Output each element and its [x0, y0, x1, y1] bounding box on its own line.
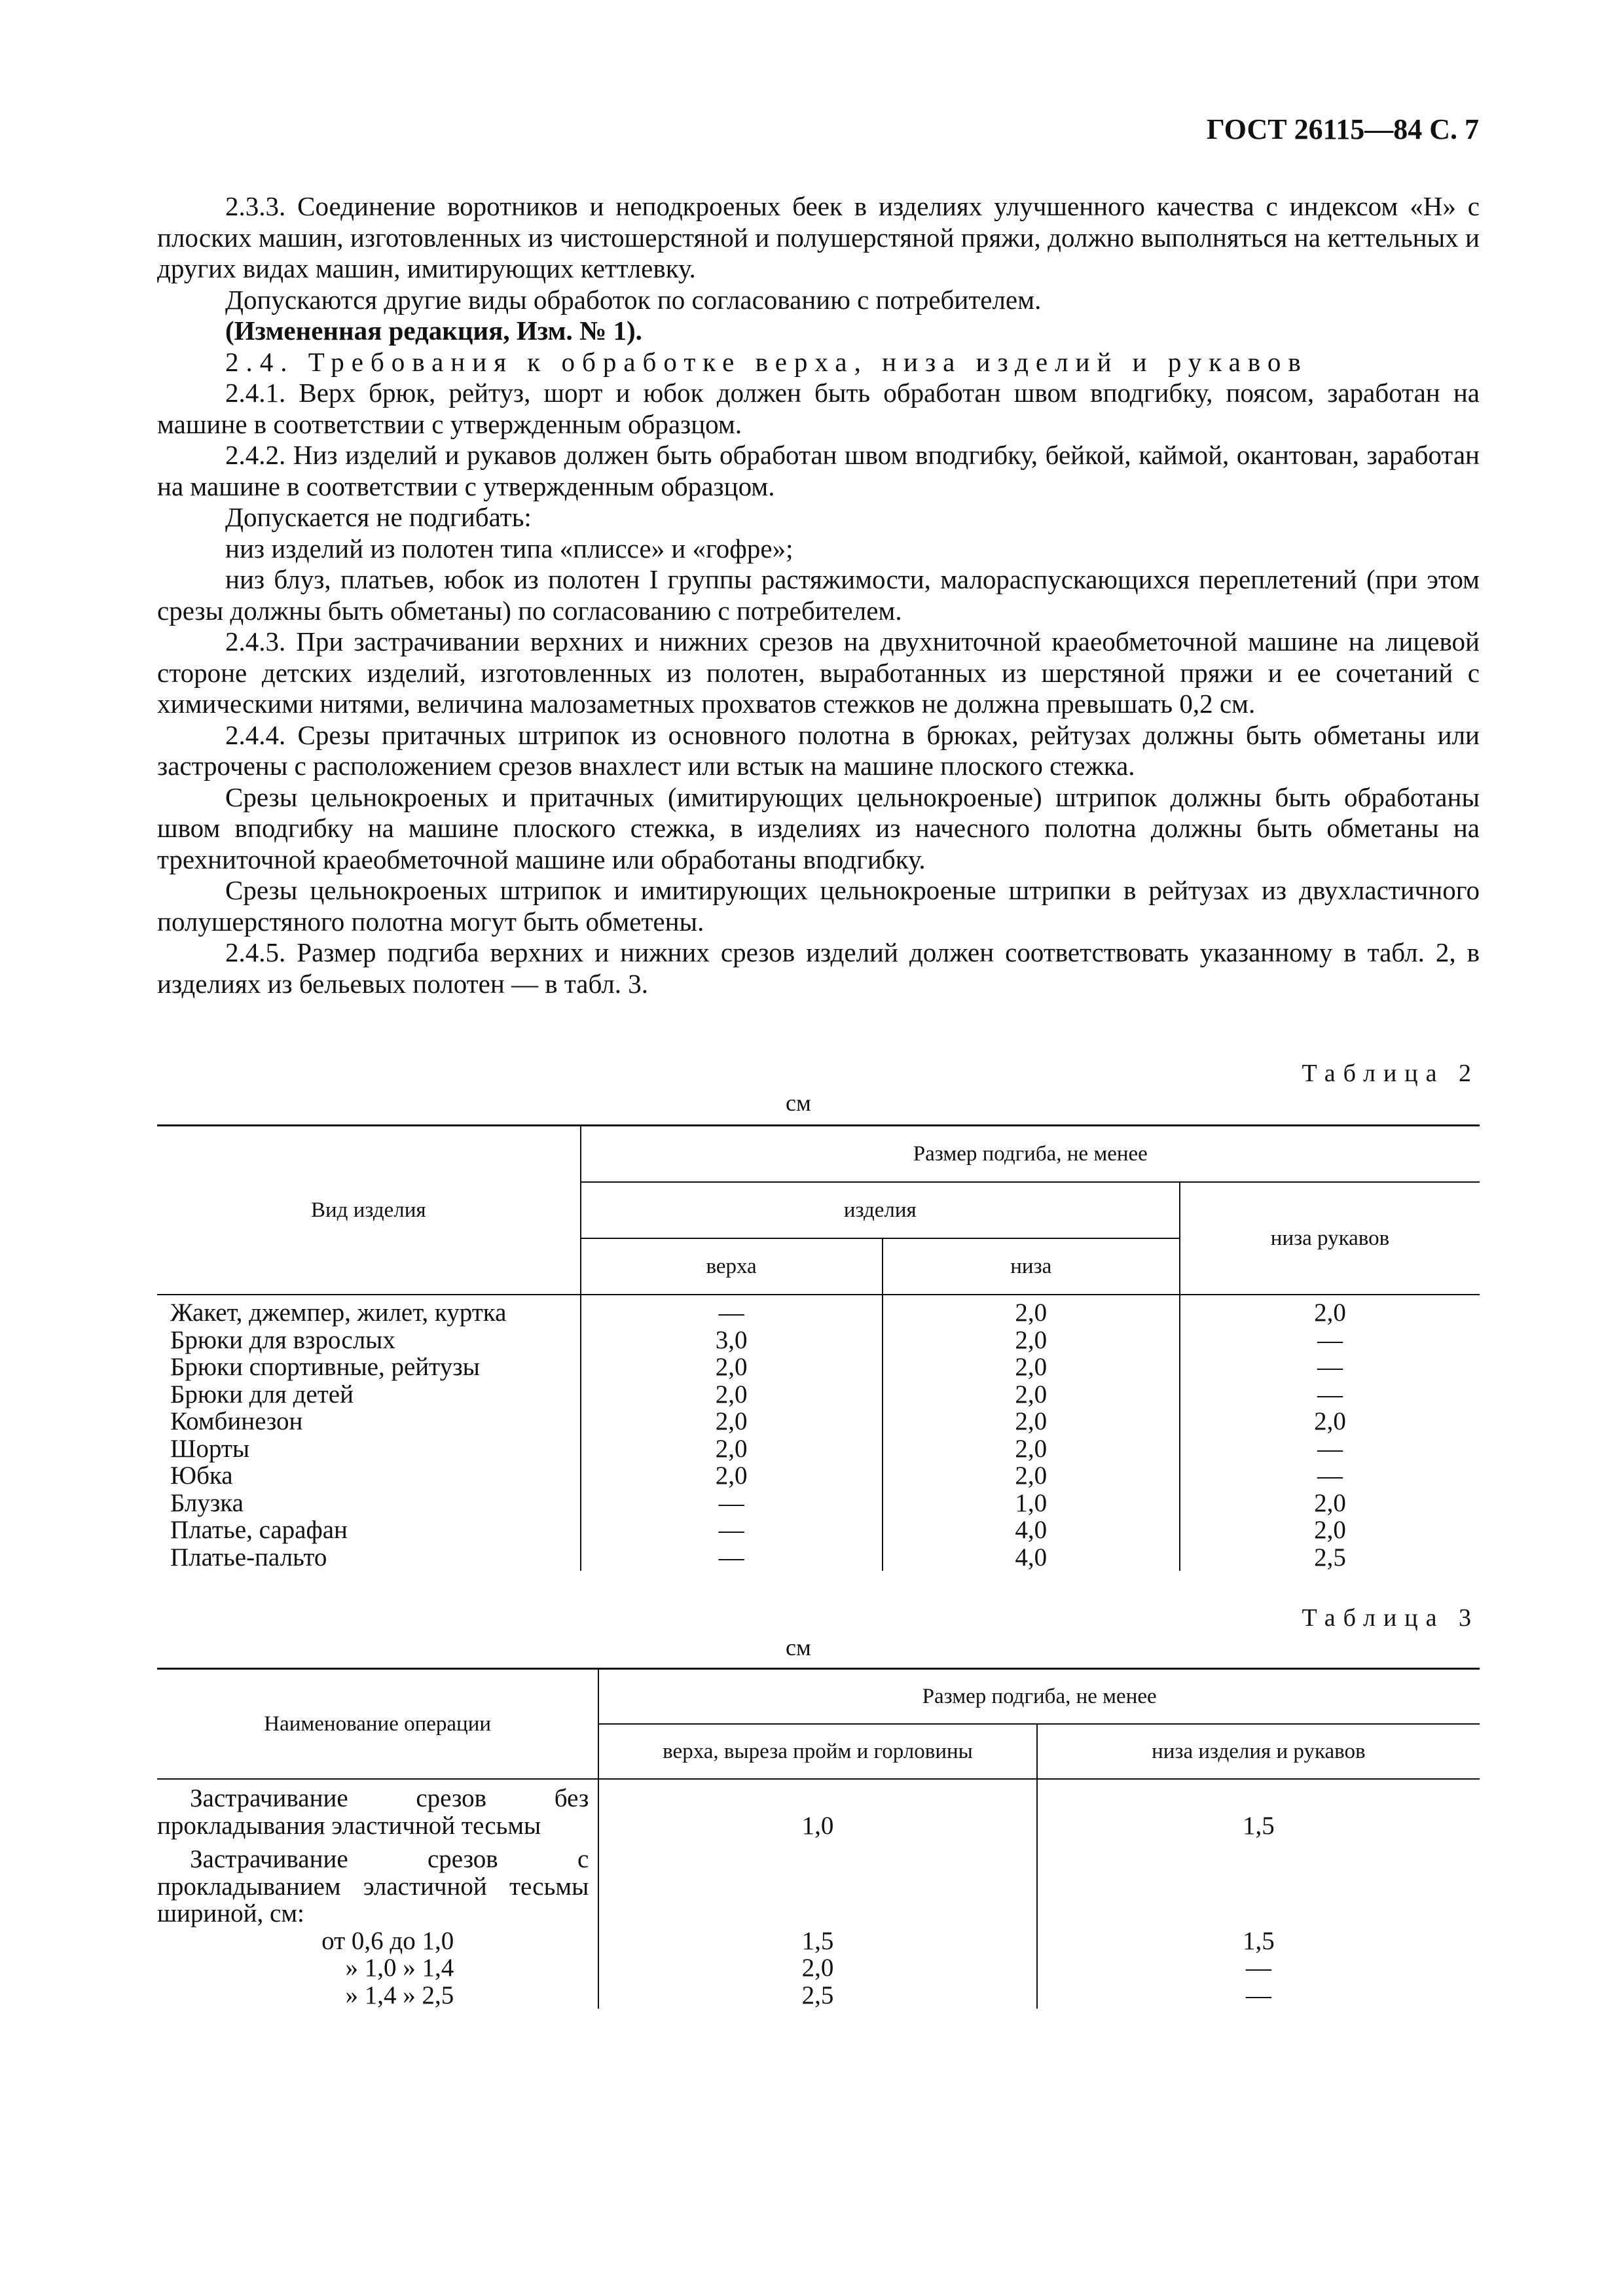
cell: 3,0 — [581, 1327, 883, 1354]
table-row — [157, 1982, 1480, 2009]
cell: » 1,4 » 2,5 — [345, 1981, 454, 2009]
paragraph: низ блуз, платьев, юбок из полотен I группы растяжимости, малораспускающихся переплетений (при этом срезы должны быть обметаны) по согласованию с потребителем. — [157, 564, 1480, 626]
cell: Юбка — [170, 1462, 233, 1490]
cell: — — [1180, 1462, 1480, 1490]
cell: Платье, сарафан — [170, 1516, 348, 1544]
cell: 2,0 — [581, 1435, 883, 1463]
cell: Жакет, джемпер, жилет, куртка — [170, 1299, 507, 1327]
cell: — — [581, 1295, 883, 1327]
column-header-sleeves: низа рукавов — [1180, 1182, 1480, 1295]
cell: от 0,6 до 1,0 — [321, 1926, 454, 1955]
cell: — — [1180, 1435, 1480, 1463]
paragraph: 2.4.3. При застрачивании верхних и нижних срезов на двухниточной краеобметочной машине на лицевой стороне детских изделий, изготовленных из полотен, выработанных из шерстяной пряжи и ее сочетаний с химическими нитями, величина малозаметных прохватов стежков не должна превышать 0,2 см. — [157, 626, 1480, 719]
table-row — [157, 1490, 1480, 1517]
cell: 2,5 — [598, 1982, 1036, 2009]
column-header-operation: Наименование операции — [157, 1669, 598, 1780]
cell: 1,5 — [598, 1928, 1036, 1955]
cell: 2,0 — [598, 1954, 1036, 1982]
cell: 2,0 — [883, 1381, 1180, 1408]
cell: » 1,0 » 1,4 — [345, 1954, 454, 1982]
paragraph: Срезы цельнокроеных и притачных (имитирующих цельнокроеные) штрипок должны быть обработаны швом вподгибку на машине плоского стежка, в изделиях из начесного полотна должны быть обметаны на трехниточной краеобметочной машине или обработаны вподгибку. — [157, 781, 1480, 874]
cell: 2,0 — [883, 1462, 1180, 1490]
table-row — [157, 1408, 1480, 1435]
cell: 4,0 — [883, 1544, 1180, 1571]
paragraph: 2.4.5. Размер подгиба верхних и нижних срезов изделий должен соответствовать указанному в табл. 2, в изделиях из бельевых полотен — в табл. 3. — [157, 937, 1480, 999]
cell: 4,0 — [883, 1516, 1180, 1544]
cell: 2,0 — [1180, 1490, 1480, 1517]
table-2 — [157, 1124, 1480, 1571]
section-heading: 2.4. Требования к обработке верха, низа изделий и рукавов — [225, 346, 1308, 377]
cell: 1,5 — [1037, 1779, 1480, 1839]
cell: 2,0 — [581, 1408, 883, 1435]
cell: 2,0 — [883, 1295, 1180, 1327]
cell: 2,0 — [581, 1354, 883, 1381]
cell: Шорты — [170, 1434, 250, 1463]
body-text — [157, 191, 1480, 999]
cell: — — [581, 1544, 883, 1571]
cell: 1,0 — [598, 1779, 1036, 1839]
table-3 — [157, 1668, 1480, 2009]
paragraph: 2.4.2. Низ изделий и рукавов должен быть обработан швом вподгибку, бейкой, каймой, окантован, заработан на машине в соответствии с утвержденным образцом. — [157, 440, 1480, 501]
paragraph: низ изделий из полотен типа «плиссе» и «гофре»; — [225, 533, 793, 564]
paragraph: 2.3.3. Соединение воротников и неподкроеных беек в изделиях улучшенного качества с индексом «Н» с плоских машин, изготовленных из чистошерстяной и полушерстяной пряжи, должно выполняться на кеттельных и других видах машин, имитирующих кеттлевку. — [157, 191, 1480, 283]
amendment-note: (Измененная редакция, Изм. № 1). — [225, 315, 642, 346]
cell: 2,0 — [883, 1327, 1180, 1354]
table-row — [157, 1928, 1480, 1955]
cell: Застрачивание срезов с прокладыванием эластичной тесьмы шириной, см: — [157, 1845, 589, 1928]
table-row — [157, 1462, 1480, 1490]
cell: 2,0 — [1180, 1295, 1480, 1327]
cell: Блузка — [170, 1488, 244, 1517]
column-header-top: верха — [581, 1238, 883, 1295]
cell: — — [581, 1516, 883, 1544]
table-3-caption: Таблица 3 — [1302, 1604, 1479, 1632]
column-header-top-armholes-neck: верха, выреза пройм и горловины — [598, 1724, 1036, 1779]
column-header-item-type: Вид изделия — [157, 1126, 581, 1295]
cell: 2,0 — [1180, 1516, 1480, 1544]
cell: 2,0 — [883, 1408, 1180, 1435]
cell: Платье-пальто — [170, 1543, 327, 1571]
cell: 2,0 — [883, 1354, 1180, 1381]
cell: Комбинезон — [170, 1407, 303, 1435]
cell: — — [1037, 1982, 1480, 2009]
table-row — [157, 1954, 1480, 1982]
column-header-bottom: низа — [883, 1238, 1180, 1295]
table-row — [157, 1327, 1480, 1354]
paragraph: Допускается не подгибать: — [225, 502, 532, 532]
table-row — [157, 1516, 1480, 1544]
table-row — [157, 1779, 1480, 1839]
cell: 1,5 — [1037, 1928, 1480, 1955]
table-row — [157, 1354, 1480, 1381]
column-header-subgroup: изделия — [581, 1182, 1180, 1238]
cell — [598, 1839, 1036, 1928]
table-2-caption: Таблица 2 — [1302, 1060, 1479, 1087]
paragraph: 2.4.1. Верх брюк, рейтуз, шорт и юбок должен быть обработан швом вподгибку, поясом, заработан на машине в соответствии с утвержденным образцом. — [157, 378, 1480, 439]
paragraph: Допускаются другие виды обработок по согласованию с потребителем. — [225, 284, 1042, 315]
table-row — [157, 1381, 1480, 1408]
cell: 2,5 — [1180, 1544, 1480, 1571]
cell: — — [1180, 1327, 1480, 1354]
cell: Брюки для детей — [170, 1380, 354, 1408]
cell: Брюки спортивные, рейтузы — [170, 1353, 480, 1381]
table-2-unit: см — [786, 1090, 811, 1116]
cell: 1,0 — [883, 1490, 1180, 1517]
cell: — — [1180, 1354, 1480, 1381]
cell: 2,0 — [883, 1435, 1180, 1463]
cell: Застрачивание срезов без прокладывания эластичной тесьмы — [157, 1784, 589, 1840]
cell: — — [581, 1490, 883, 1517]
table-row — [157, 1295, 1480, 1327]
table-row — [157, 1544, 1480, 1571]
table-row — [157, 1839, 1480, 1928]
cell: 2,0 — [581, 1462, 883, 1490]
cell: — — [1180, 1381, 1480, 1408]
cell — [1037, 1839, 1480, 1928]
cell: 2,0 — [1180, 1408, 1480, 1435]
table-row — [157, 1435, 1480, 1463]
paragraph: Срезы цельнокроеных штрипок и имитирующих цельнокроеные штрипки в рейтузах из двухластичного полушерстяного полотна могут быть обметены. — [157, 875, 1480, 937]
column-header-group: Размер подгиба, не менее — [598, 1669, 1480, 1725]
cell: Брюки для взрослых — [170, 1325, 395, 1354]
table-3-unit: см — [786, 1634, 811, 1660]
column-header-group: Размер подгиба, не менее — [581, 1126, 1480, 1183]
cell: — — [1037, 1954, 1480, 1982]
cell: 2,0 — [581, 1381, 883, 1408]
column-header-bottom-sleeves: низа изделия и рукавов — [1037, 1724, 1480, 1779]
page-header: ГОСТ 26115—84 С. 7 — [1206, 113, 1479, 145]
paragraph: 2.4.4. Срезы притачных штрипок из основного полотна в брюках, рейтузах должны быть обметаны или застрочены с расположением срезов внахлест или встык на машине плоского стежка. — [157, 719, 1480, 781]
